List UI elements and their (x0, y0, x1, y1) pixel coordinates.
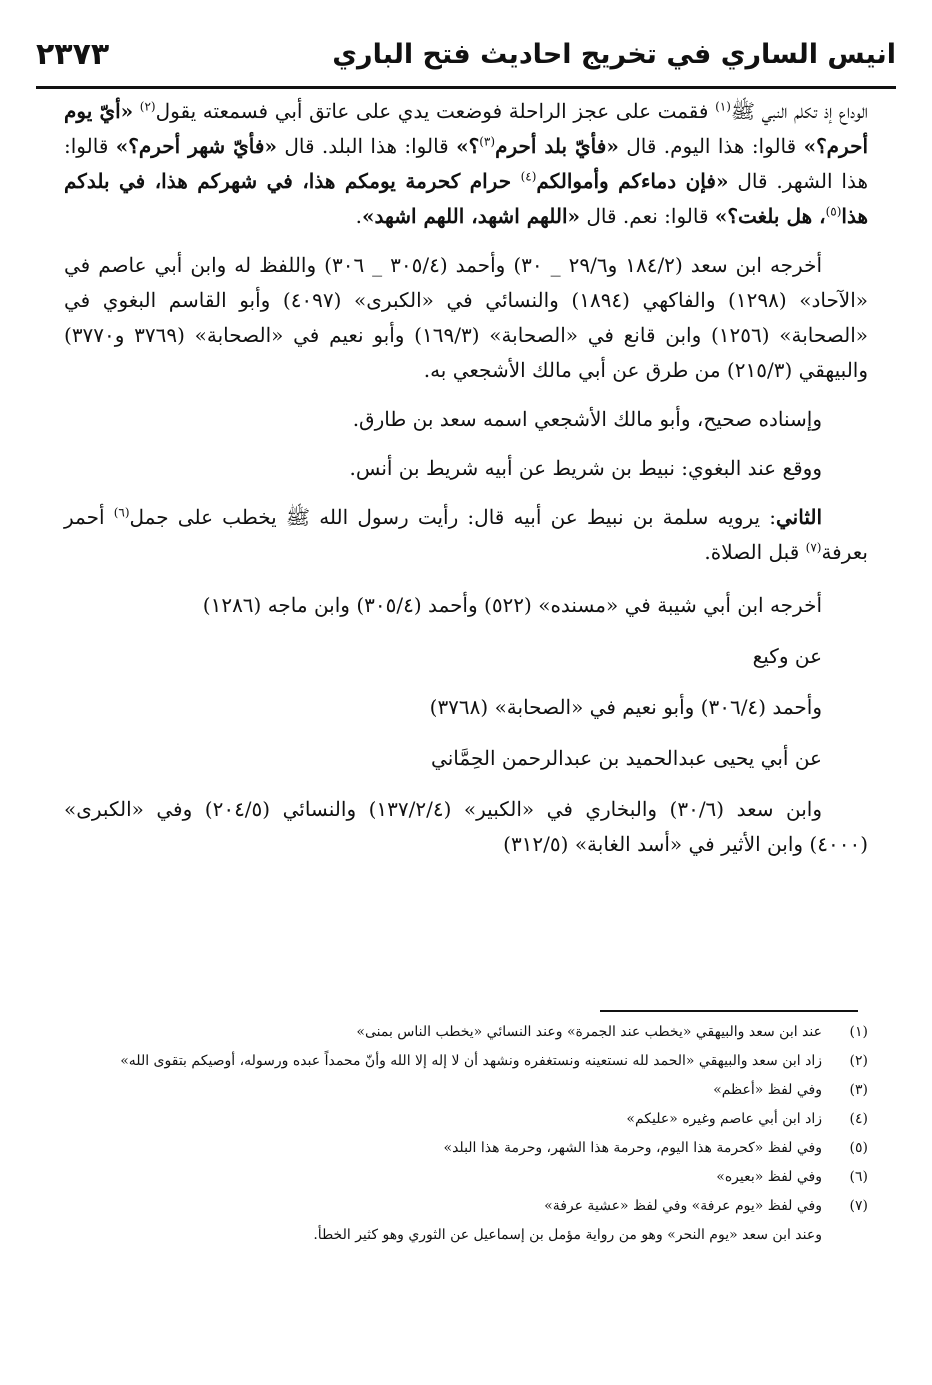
footnote-ref[interactable]: (٧) (805, 540, 822, 555)
paragraph-himmani: عن أبي يحيى عبدالحميد بن عبدالرحمن الحِمَّاني (431, 746, 822, 770)
section-lead: الثاني (775, 505, 822, 529)
header-rule (36, 86, 896, 89)
paragraph-isnad: وإسناده صحيح، وأبو مالك الأشجعي اسمه سعد بن طارق. (352, 407, 822, 431)
paragraph-hadith-text: الوداع إذ تكلم النبي ﷺ$^{(١)}$ فقمت على عجز الراحلة فوضعت يدي على عاتق أبي فسمعته يقول$^{(٢)}$ «أيّ يوم أحرم؟» قالوا: هذا اليوم. قال «فأيّ بلد أحرم$^{(٣)}$؟» قالوا: هذا البلد. قال «فأيّ شهر أحرم؟» قالوا: هذا الشهر. قال «فإن دماءكم وأموالكم$^{(٤)}$ حرام كحرمة يومكم هذا، في شهركم هذا، في بلدكم هذا$^{(٥)}$، هل بلغت؟» قالوا: نعم. قال «اللهم اشهد، اللهم اشهد». (64, 99, 869, 228)
paragraph-ibn-abi-shayba: أخرجه ابن أبي شيبة في «مسنده» (٥٢٢) وأحمد (٣٠٥/٤) وابن ماجه (١٢٨٦) (202, 593, 822, 617)
running-title: انيس الساري في تخريج احاديث فتح الباري (332, 38, 896, 70)
paragraph-second-route: الثاني: يرويه سلمة بن نبيط عن أبيه قال: رأيت رسول الله ﷺ يخطب على جمل$^{(٦)}$ أحمر بعرفة$^{(٧)}$ قبل الصلاة. (64, 505, 868, 564)
page-number: ٢٣٧٣ (36, 36, 110, 72)
paragraph-ahmad: وأحمد (٣٠٦/٤) وأبو نعيم في «الصحابة» (٣٧٦٨) (429, 695, 822, 719)
paragraph-waki: عن وكيع (752, 644, 822, 668)
footnote-item: (١) عند ابن سعد والبيهقي «يخطب عند الجمرة» وعند النسائي «يخطب الناس بمنى» (356, 1024, 868, 1040)
footnote-item: (٣) وفي لفظ «أعظم» (713, 1082, 868, 1098)
main-text (64, 90, 868, 862)
footnote-item: (٤) زاد ابن أبي عاصم وغيره «عليكم» (626, 1111, 868, 1127)
paragraph-ibn-saad: وابن سعد (٣٠/٦) والبخاري في «الكبير» (١٣٧/٢/٤) والنسائي (٢٠٤/٥) وفي «الكبرى» (٤٠٠٠) وابن الأثير في «أسد الغابة» (٣١٢/٥) (64, 797, 868, 856)
paragraph-takhrij: أخرجه ابن سعد (١٨٤/٢ و٢٩/٦ _ ٣٠) وأحمد (٣٠٥/٤ _ ٣٠٦) واللفظ له وابن أبي عاصم في «الآحاد» (١٢٩٨) والفاكهي (١٨٩٤) والنسائي في «الكبرى» (٤٠٩٧) وأبو القاسم البغوي في «الصحابة» (١٢٥٦) وابن قانع في «الصحابة» (١٦٩/٣) وأبو نعيم في «الصحابة» (٣٧٦٩ و٣٧٧٠) والبيهقي (٢١٥/٣) من طرق عن أبي مالك الأشجعي به. (64, 253, 869, 382)
footnote-item: (٢) زاد ابن سعد والبيهقي «الحمد لله نستعينه ونستغفره ونشهد أن لا إله إلا الله وأنّ محمداً عبده ورسوله، أوصيكم بتقوى الله» (120, 1053, 868, 1069)
footnotes (64, 1018, 868, 1250)
paragraph-baghawi: ووقع عند البغوي: نبيط بن شريط عن أبيه شريط بن أنس. (349, 456, 822, 480)
footnote-ref[interactable]: (٥) (825, 204, 842, 219)
footnote-continuation: وعند ابن سعد «يوم النحر» وهو من رواية مؤمل بن إسماعيل عن الثوري وهو كثير الخطأ. (313, 1227, 822, 1243)
footnote-ref[interactable]: (٦) (113, 505, 130, 520)
footnote-item: (٦) وفي لفظ «بعيره» (716, 1169, 868, 1185)
footnote-ref[interactable]: (٣) (479, 134, 496, 149)
footnote-item: (٥) وفي لفظ «كحرمة هذا اليوم، وحرمة هذا الشهر، وحرمة هذا البلد» (443, 1140, 868, 1156)
footnote-separator (600, 1010, 858, 1012)
footnote-ref[interactable]: (١) (715, 99, 731, 114)
footnote-item: (٧) وفي لفظ «يوم عرفة» وفي لفظ «عشية عرفة» (544, 1198, 868, 1214)
footnote-ref[interactable]: (٢) (139, 99, 156, 114)
page-header (36, 22, 896, 86)
footnote-ref[interactable]: (٤) (520, 169, 537, 184)
